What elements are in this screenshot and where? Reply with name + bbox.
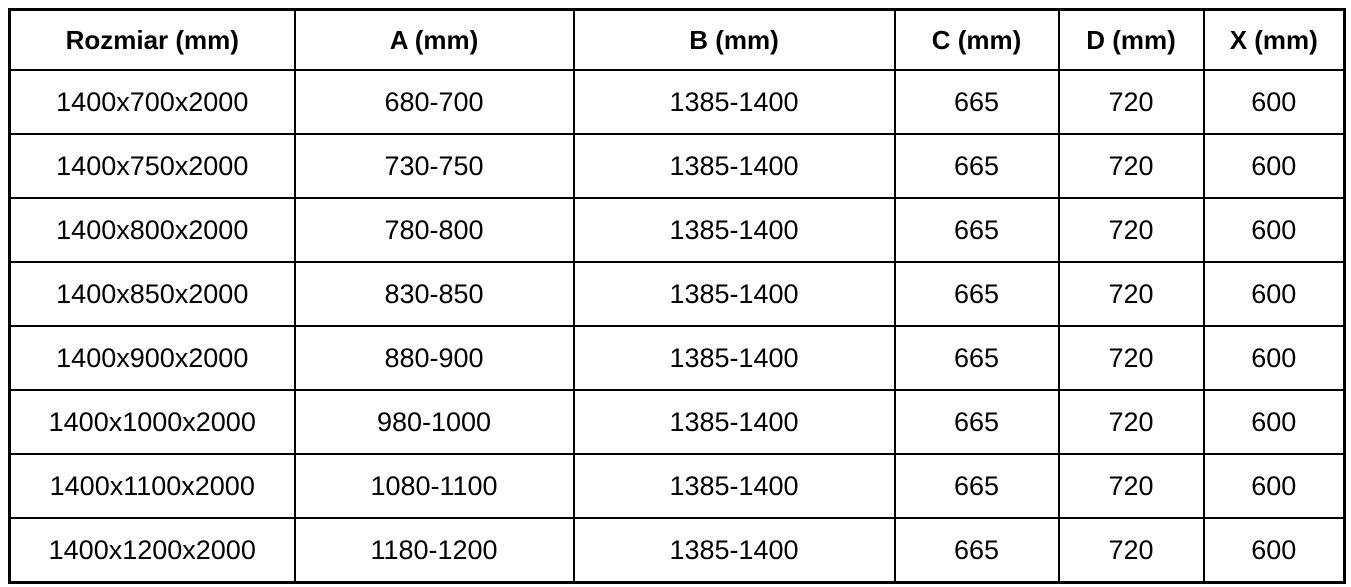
cell-b: 1385-1400	[574, 262, 895, 326]
cell-c: 665	[895, 518, 1059, 583]
cell-a: 780-800	[295, 198, 574, 262]
cell-rozmiar: 1400x1200x2000	[10, 518, 295, 583]
table-row	[10, 390, 1345, 454]
cell-a: 680-700	[295, 70, 574, 134]
cell-d: 720	[1059, 262, 1204, 326]
cell-d: 720	[1059, 390, 1204, 454]
cell-x: 600	[1204, 70, 1345, 134]
cell-c: 665	[895, 454, 1059, 518]
table-row	[10, 454, 1345, 518]
cell-rozmiar: 1400x900x2000	[10, 326, 295, 390]
table-row	[10, 518, 1345, 583]
cell-d: 720	[1059, 134, 1204, 198]
column-header-c: C (mm)	[895, 10, 1059, 71]
cell-x: 600	[1204, 390, 1345, 454]
column-header-a: A (mm)	[295, 10, 574, 71]
cell-c: 665	[895, 198, 1059, 262]
cell-c: 665	[895, 326, 1059, 390]
cell-c: 665	[895, 262, 1059, 326]
cell-d: 720	[1059, 326, 1204, 390]
cell-x: 600	[1204, 326, 1345, 390]
column-header-b: B (mm)	[574, 10, 895, 71]
cell-x: 600	[1204, 518, 1345, 583]
cell-a: 730-750	[295, 134, 574, 198]
cell-b: 1385-1400	[574, 134, 895, 198]
cell-b: 1385-1400	[574, 198, 895, 262]
cell-c: 665	[895, 70, 1059, 134]
cell-a: 980-1000	[295, 390, 574, 454]
table-row	[10, 262, 1345, 326]
cell-a: 830-850	[295, 262, 574, 326]
cell-x: 600	[1204, 262, 1345, 326]
cell-b: 1385-1400	[574, 454, 895, 518]
cell-d: 720	[1059, 454, 1204, 518]
cell-rozmiar: 1400x750x2000	[10, 134, 295, 198]
column-header-d: D (mm)	[1059, 10, 1204, 71]
cell-d: 720	[1059, 70, 1204, 134]
dimensions-spec-table	[8, 8, 1346, 584]
cell-a: 1180-1200	[295, 518, 574, 583]
cell-rozmiar: 1400x850x2000	[10, 262, 295, 326]
cell-rozmiar: 1400x800x2000	[10, 198, 295, 262]
cell-d: 720	[1059, 198, 1204, 262]
cell-x: 600	[1204, 198, 1345, 262]
table-row	[10, 198, 1345, 262]
cell-b: 1385-1400	[574, 390, 895, 454]
cell-rozmiar: 1400x1000x2000	[10, 390, 295, 454]
cell-x: 600	[1204, 454, 1345, 518]
cell-a: 880-900	[295, 326, 574, 390]
cell-d: 720	[1059, 518, 1204, 583]
cell-b: 1385-1400	[574, 326, 895, 390]
cell-rozmiar: 1400x700x2000	[10, 70, 295, 134]
cell-a: 1080-1100	[295, 454, 574, 518]
cell-b: 1385-1400	[574, 518, 895, 583]
cell-c: 665	[895, 134, 1059, 198]
cell-x: 600	[1204, 134, 1345, 198]
column-header-x: X (mm)	[1204, 10, 1345, 71]
cell-c: 665	[895, 390, 1059, 454]
table-row	[10, 134, 1345, 198]
cell-b: 1385-1400	[574, 70, 895, 134]
table-row	[10, 70, 1345, 134]
column-header-rozmiar: Rozmiar (mm)	[10, 10, 295, 71]
table-row	[10, 326, 1345, 390]
header-row	[10, 10, 1345, 71]
cell-rozmiar: 1400x1100x2000	[10, 454, 295, 518]
